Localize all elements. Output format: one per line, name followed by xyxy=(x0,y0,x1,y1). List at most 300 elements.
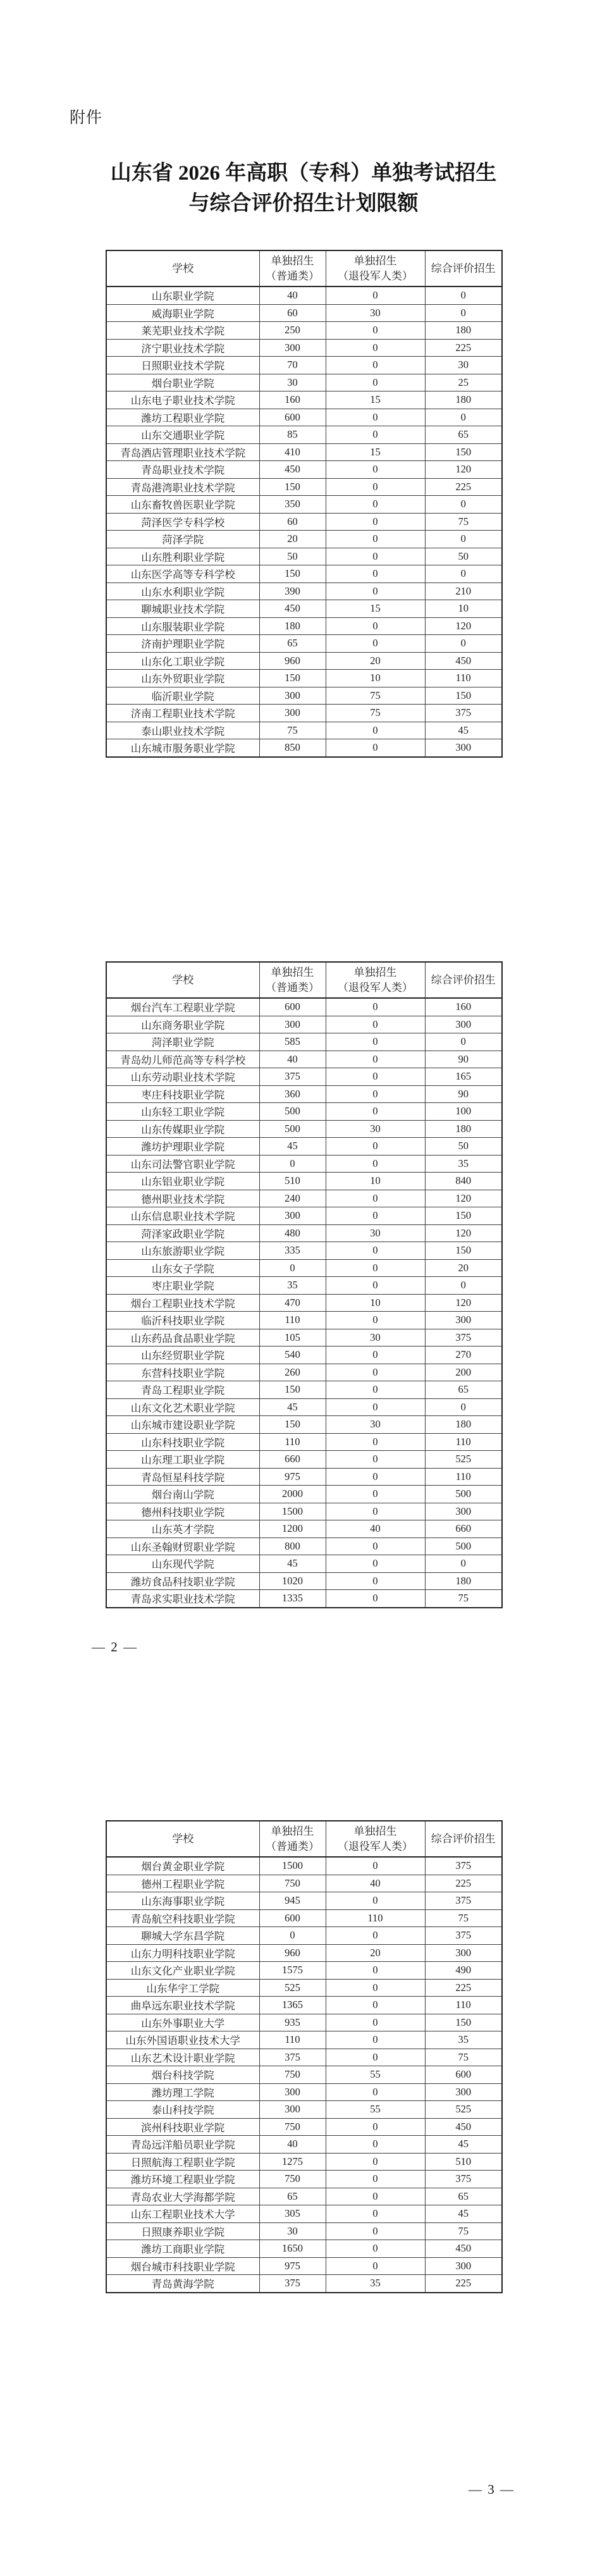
plan-value-cell: 450 xyxy=(259,461,326,479)
plan-value-cell: 0 xyxy=(326,1979,425,1997)
table-row xyxy=(106,2136,502,2154)
plan-value-cell: 150 xyxy=(259,478,326,496)
table-row xyxy=(106,1538,502,1555)
school-name-cell: 山东轻工职业学院 xyxy=(106,1103,259,1121)
table-row xyxy=(106,1068,502,1086)
plan-value-cell: 180 xyxy=(425,391,502,409)
school-name-cell: 莱芜职业技术学院 xyxy=(106,322,259,340)
plan-value-cell: 110 xyxy=(259,1312,326,1329)
enrollment-table-page3 xyxy=(106,1820,503,2293)
school-name-cell: 日照航海工程职业学院 xyxy=(106,2153,259,2171)
plan-value-cell: 30 xyxy=(259,2222,326,2240)
table-row xyxy=(106,548,502,565)
plan-value-cell: 1500 xyxy=(259,1857,326,1875)
header-separate-veteran-line1: 单独招生 xyxy=(353,254,397,267)
header-separate-general xyxy=(259,250,326,287)
plan-value-cell: 0 xyxy=(425,496,502,514)
school-name-cell: 烟台职业学院 xyxy=(106,374,259,391)
plan-value-cell: 100 xyxy=(425,1103,502,1121)
school-name-cell: 烟台汽车工程职业学院 xyxy=(106,998,259,1016)
plan-value-cell: 90 xyxy=(425,1051,502,1068)
plan-value-cell: 150 xyxy=(425,687,502,705)
header-separate-veteran xyxy=(326,1821,425,1857)
plan-value-cell: 0 xyxy=(326,1433,425,1451)
plan-value-cell: 10 xyxy=(326,1173,425,1190)
school-name-cell: 青岛酒店管理职业技术学院 xyxy=(106,443,259,461)
header-separate-veteran-line1: 单独招生 xyxy=(353,1825,397,1837)
plan-value-cell: 110 xyxy=(326,1909,425,1927)
plan-value-cell: 55 xyxy=(326,2101,425,2119)
plan-value-cell: 375 xyxy=(425,1857,502,1875)
plan-value-cell: 110 xyxy=(425,1468,502,1486)
table-row xyxy=(106,998,502,1016)
plan-value-cell: 15 xyxy=(326,443,425,461)
plan-value-cell: 0 xyxy=(326,2257,425,2275)
plan-value-cell: 470 xyxy=(259,1294,326,1312)
table-row xyxy=(106,1433,502,1451)
plan-value-cell: 0 xyxy=(326,617,425,635)
plan-value-cell: 375 xyxy=(259,1068,326,1086)
header-comprehensive: 综合评价招生 xyxy=(425,250,502,287)
table-row xyxy=(106,1103,502,1121)
table-row xyxy=(106,496,502,514)
plan-value-cell: 0 xyxy=(326,1555,425,1573)
plan-value-cell: 75 xyxy=(425,513,502,531)
plan-value-cell: 1275 xyxy=(259,2153,326,2171)
plan-value-cell: 40 xyxy=(326,1875,425,1892)
plan-value-cell: 490 xyxy=(425,1962,502,1980)
header-school: 学校 xyxy=(106,962,259,998)
plan-value-cell: 35 xyxy=(259,1277,326,1295)
plan-value-cell: 0 xyxy=(326,1207,425,1225)
plan-value-cell: 210 xyxy=(425,582,502,600)
plan-value-cell: 945 xyxy=(259,1892,326,1910)
plan-value-cell: 0 xyxy=(326,2083,425,2101)
table-row xyxy=(106,600,502,618)
plan-value-cell: 0 xyxy=(326,548,425,565)
plan-value-cell: 20 xyxy=(425,1259,502,1277)
school-name-cell: 潍坊工程职业学院 xyxy=(106,409,259,426)
header-separate-veteran xyxy=(326,962,425,998)
plan-value-cell: 0 xyxy=(326,1312,425,1329)
plan-value-cell: 660 xyxy=(259,1451,326,1469)
header-separate-veteran-line2: （退役军人类） xyxy=(338,269,413,282)
school-name-cell: 德州科技职业学院 xyxy=(106,1503,259,1520)
school-name-cell: 山东服装职业学院 xyxy=(106,617,259,635)
plan-value-cell: 480 xyxy=(259,1224,326,1242)
header-separate-general-line2: （普通类） xyxy=(266,981,319,994)
plan-value-cell: 110 xyxy=(425,1433,502,1451)
plan-value-cell: 0 xyxy=(326,1068,425,1086)
plan-value-cell: 160 xyxy=(425,998,502,1016)
plan-value-cell: 45 xyxy=(259,1398,326,1416)
document-title-line2: 与综合评价招生计划限额 xyxy=(188,192,419,215)
plan-value-cell: 0 xyxy=(326,1103,425,1121)
plan-value-cell: 30 xyxy=(326,1329,425,1347)
table-row xyxy=(106,287,502,304)
plan-value-cell: 1500 xyxy=(259,1503,326,1520)
plan-value-cell: 0 xyxy=(326,2205,425,2223)
plan-value-cell: 960 xyxy=(259,1944,326,1962)
plan-value-cell: 300 xyxy=(259,1016,326,1033)
table-row xyxy=(106,1085,502,1103)
table-row xyxy=(106,2031,502,2049)
plan-value-cell: 850 xyxy=(259,739,326,757)
plan-value-cell: 30 xyxy=(425,357,502,374)
plan-value-cell: 150 xyxy=(425,1207,502,1225)
header-school: 学校 xyxy=(106,1821,259,1857)
plan-value-cell: 750 xyxy=(259,2066,326,2084)
school-name-cell: 东营科技职业学院 xyxy=(106,1364,259,1381)
plan-value-cell: 70 xyxy=(259,357,326,374)
school-name-cell: 山东城市服务职业学院 xyxy=(106,739,259,757)
school-name-cell: 青岛职业技术学院 xyxy=(106,461,259,479)
plan-value-cell: 0 xyxy=(326,739,425,757)
plan-value-cell: 120 xyxy=(425,461,502,479)
plan-value-cell: 15 xyxy=(326,600,425,618)
plan-value-cell: 10 xyxy=(326,670,425,687)
table-row xyxy=(106,1224,502,1242)
school-name-cell: 青岛恒星科技学院 xyxy=(106,1468,259,1486)
plan-value-cell: 65 xyxy=(425,426,502,444)
plan-value-cell: 10 xyxy=(326,1294,425,1312)
header-separate-veteran xyxy=(326,250,425,287)
school-name-cell: 山东现代学院 xyxy=(106,1555,259,1573)
plan-value-cell: 500 xyxy=(425,1486,502,1503)
plan-value-cell: 585 xyxy=(259,1033,326,1051)
plan-value-cell: 500 xyxy=(425,1538,502,1555)
plan-value-cell: 0 xyxy=(425,1033,502,1051)
plan-value-cell: 0 xyxy=(425,1277,502,1295)
school-name-cell: 山东外贸职业学院 xyxy=(106,670,259,687)
plan-value-cell: 0 xyxy=(425,635,502,653)
plan-value-cell: 600 xyxy=(425,2066,502,2084)
document-title xyxy=(0,158,607,219)
plan-value-cell: 20 xyxy=(326,652,425,670)
table-body xyxy=(106,998,502,1608)
plan-value-cell: 300 xyxy=(425,1503,502,1520)
plan-value-cell: 0 xyxy=(326,409,425,426)
plan-value-cell: 110 xyxy=(425,670,502,687)
table-row xyxy=(106,1590,502,1608)
table-row xyxy=(106,426,502,444)
plan-value-cell: 150 xyxy=(259,1381,326,1399)
enrollment-table-page2 xyxy=(106,961,503,1608)
school-name-cell: 山东英才学院 xyxy=(106,1520,259,1538)
plan-value-cell: 0 xyxy=(326,1962,425,1980)
plan-value-cell: 300 xyxy=(259,2083,326,2101)
school-name-cell: 日照职业技术学院 xyxy=(106,357,259,374)
table-row xyxy=(106,2171,502,2188)
plan-value-cell: 500 xyxy=(259,1103,326,1121)
plan-value-cell: 0 xyxy=(326,1538,425,1555)
plan-value-cell: 305 xyxy=(259,2205,326,2223)
plan-value-cell: 0 xyxy=(326,1451,425,1469)
plan-value-cell: 300 xyxy=(259,705,326,722)
plan-value-cell: 65 xyxy=(425,1381,502,1399)
school-name-cell: 山东女子学院 xyxy=(106,1259,259,1277)
table-row xyxy=(106,1120,502,1138)
table-row xyxy=(106,2153,502,2171)
plan-value-cell: 0 xyxy=(326,2014,425,2031)
plan-value-cell: 65 xyxy=(259,635,326,653)
plan-value-cell: 30 xyxy=(326,1120,425,1138)
plan-value-cell: 375 xyxy=(425,2171,502,2188)
plan-value-cell: 375 xyxy=(425,705,502,722)
plan-value-cell: 800 xyxy=(259,1538,326,1555)
school-name-cell: 滨州科技职业学院 xyxy=(106,2118,259,2136)
plan-value-cell: 960 xyxy=(259,652,326,670)
plan-value-cell: 75 xyxy=(326,705,425,722)
plan-value-cell: 0 xyxy=(326,2222,425,2240)
plan-value-cell: 840 xyxy=(425,1173,502,1190)
plan-value-cell: 0 xyxy=(326,1503,425,1520)
plan-value-cell: 0 xyxy=(326,2171,425,2188)
plan-value-cell: 0 xyxy=(425,409,502,426)
table-row xyxy=(106,374,502,391)
table-row xyxy=(106,1875,502,1892)
school-name-cell: 山东化工职业学院 xyxy=(106,652,259,670)
plan-value-cell: 0 xyxy=(326,1138,425,1156)
plan-value-cell: 335 xyxy=(259,1242,326,1260)
page-number-3: — 3 — xyxy=(469,2482,515,2497)
plan-value-cell: 450 xyxy=(259,600,326,618)
table-row xyxy=(106,1190,502,1207)
plan-value-cell: 85 xyxy=(259,426,326,444)
plan-value-cell: 35 xyxy=(425,1155,502,1173)
plan-value-cell: 120 xyxy=(425,617,502,635)
plan-value-cell: 40 xyxy=(259,2136,326,2154)
plan-value-cell: 0 xyxy=(259,1927,326,1945)
plan-value-cell: 0 xyxy=(326,1381,425,1399)
school-name-cell: 山东工程职业技术大学 xyxy=(106,2205,259,2223)
plan-value-cell: 935 xyxy=(259,2014,326,2031)
plan-value-cell: 0 xyxy=(326,2049,425,2066)
plan-value-cell: 300 xyxy=(425,1944,502,1962)
plan-value-cell: 30 xyxy=(326,1416,425,1434)
table-row xyxy=(106,2118,502,2136)
plan-value-cell: 45 xyxy=(425,2205,502,2223)
table-row xyxy=(106,391,502,409)
school-name-cell: 潍坊工商职业学院 xyxy=(106,2240,259,2258)
school-name-cell: 烟台南山学院 xyxy=(106,1486,259,1503)
school-name-cell: 山东文化产业职业学院 xyxy=(106,1962,259,1980)
plan-value-cell: 65 xyxy=(259,2188,326,2205)
plan-value-cell: 150 xyxy=(425,1242,502,1260)
plan-value-cell: 0 xyxy=(326,478,425,496)
header-separate-veteran-line2: （退役军人类） xyxy=(338,1840,413,1852)
table-row xyxy=(106,1033,502,1051)
school-name-cell: 菏泽职业学院 xyxy=(106,1033,259,1051)
plan-value-cell: 200 xyxy=(425,1364,502,1381)
table-row xyxy=(106,478,502,496)
plan-value-cell: 750 xyxy=(259,2171,326,2188)
table-row xyxy=(106,1416,502,1434)
plan-value-cell: 0 xyxy=(326,582,425,600)
plan-value-cell: 0 xyxy=(326,1927,425,1945)
plan-value-cell: 375 xyxy=(425,1892,502,1910)
plan-value-cell: 360 xyxy=(259,1085,326,1103)
table-row xyxy=(106,1909,502,1927)
plan-value-cell: 350 xyxy=(259,496,326,514)
plan-value-cell: 60 xyxy=(259,304,326,322)
plan-value-cell: 0 xyxy=(326,1033,425,1051)
plan-value-cell: 0 xyxy=(326,1364,425,1381)
school-name-cell: 山东劳动职业技术学院 xyxy=(106,1068,259,1086)
school-name-cell: 烟台工程职业技术学院 xyxy=(106,1294,259,1312)
school-name-cell: 泰山科技学院 xyxy=(106,2101,259,2119)
plan-value-cell: 0 xyxy=(326,1051,425,1068)
plan-value-cell: 1650 xyxy=(259,2240,326,2258)
school-name-cell: 威海职业学院 xyxy=(106,304,259,322)
plan-value-cell: 0 xyxy=(326,1486,425,1503)
table-row xyxy=(106,339,502,357)
table-row xyxy=(106,1962,502,1980)
school-name-cell: 日照康养职业学院 xyxy=(106,2222,259,2240)
plan-value-cell: 55 xyxy=(326,2066,425,2084)
school-name-cell: 泰山职业技术学院 xyxy=(106,722,259,739)
plan-value-cell: 0 xyxy=(326,1085,425,1103)
plan-value-cell: 540 xyxy=(259,1347,326,1364)
plan-value-cell: 180 xyxy=(425,1416,502,1434)
plan-value-cell: 45 xyxy=(425,722,502,739)
header-separate-general xyxy=(259,962,326,998)
table-header xyxy=(106,1821,502,1857)
plan-value-cell: 180 xyxy=(425,1572,502,1590)
plan-value-cell: 525 xyxy=(425,2101,502,2119)
table-row xyxy=(106,1381,502,1399)
plan-value-cell: 0 xyxy=(326,426,425,444)
table-row xyxy=(106,1312,502,1329)
plan-value-cell: 225 xyxy=(425,2275,502,2293)
school-name-cell: 山东经贸职业学院 xyxy=(106,1347,259,1364)
school-name-cell: 山东旅游职业学院 xyxy=(106,1242,259,1260)
plan-value-cell: 225 xyxy=(425,478,502,496)
plan-value-cell: 225 xyxy=(425,339,502,357)
school-name-cell: 山东医学高等专科学校 xyxy=(106,565,259,583)
plan-value-cell: 0 xyxy=(326,287,425,304)
plan-value-cell: 50 xyxy=(425,548,502,565)
plan-value-cell: 0 xyxy=(326,496,425,514)
school-name-cell: 临沂科技职业学院 xyxy=(106,1312,259,1329)
table-row xyxy=(106,617,502,635)
header-separate-general-line1: 单独招生 xyxy=(271,966,314,978)
plan-value-cell: 300 xyxy=(425,1016,502,1033)
table-row xyxy=(106,409,502,426)
plan-value-cell: 105 xyxy=(259,1329,326,1347)
plan-value-cell: 525 xyxy=(259,1979,326,1997)
plan-value-cell: 45 xyxy=(425,2136,502,2154)
plan-value-cell: 0 xyxy=(326,1468,425,1486)
school-name-cell: 山东电子职业技术学院 xyxy=(106,391,259,409)
school-name-cell: 青岛航空科技职业学院 xyxy=(106,1909,259,1927)
table-row xyxy=(106,1892,502,1910)
header-separate-general xyxy=(259,1821,326,1857)
header-separate-veteran-line1: 单独招生 xyxy=(353,966,397,978)
plan-value-cell: 390 xyxy=(259,582,326,600)
plan-value-cell: 0 xyxy=(326,357,425,374)
plan-value-cell: 450 xyxy=(425,652,502,670)
plan-value-cell: 50 xyxy=(259,548,326,565)
plan-value-cell: 0 xyxy=(259,1259,326,1277)
school-name-cell: 德州职业技术学院 xyxy=(106,1190,259,1207)
plan-value-cell: 150 xyxy=(425,443,502,461)
plan-value-cell: 0 xyxy=(326,531,425,548)
plan-value-cell: 500 xyxy=(259,1120,326,1138)
table-row xyxy=(106,687,502,705)
header-comprehensive: 综合评价招生 xyxy=(425,962,502,998)
plan-value-cell: 150 xyxy=(259,670,326,687)
plan-value-cell: 0 xyxy=(326,322,425,340)
school-name-cell: 潍坊环境工程职业学院 xyxy=(106,2171,259,2188)
table-row xyxy=(106,670,502,687)
plan-value-cell: 300 xyxy=(259,2101,326,2119)
plan-value-cell: 750 xyxy=(259,1875,326,1892)
plan-value-cell: 0 xyxy=(326,1259,425,1277)
plan-value-cell: 225 xyxy=(425,1875,502,1892)
school-name-cell: 山东科技职业学院 xyxy=(106,1433,259,1451)
plan-value-cell: 90 xyxy=(425,1085,502,1103)
table-row xyxy=(106,635,502,653)
school-name-cell: 菏泽学院 xyxy=(106,531,259,548)
table-body xyxy=(106,287,502,757)
plan-value-cell: 0 xyxy=(326,2136,425,2154)
plan-value-cell: 0 xyxy=(425,304,502,322)
table-row xyxy=(106,2205,502,2223)
table-row xyxy=(106,582,502,600)
table-row xyxy=(106,1857,502,1875)
header-separate-general-line2: （普通类） xyxy=(266,1840,319,1852)
table-row xyxy=(106,2049,502,2066)
plan-value-cell: 1575 xyxy=(259,1962,326,1980)
plan-value-cell: 0 xyxy=(326,374,425,391)
plan-value-cell: 270 xyxy=(425,1347,502,1364)
plan-value-cell: 40 xyxy=(259,1051,326,1068)
plan-value-cell: 120 xyxy=(425,1190,502,1207)
plan-value-cell: 0 xyxy=(326,998,425,1016)
school-name-cell: 聊城职业技术学院 xyxy=(106,600,259,618)
plan-value-cell: 0 xyxy=(326,1572,425,1590)
table-row xyxy=(106,1051,502,1068)
table-row xyxy=(106,2275,502,2293)
plan-value-cell: 600 xyxy=(259,998,326,1016)
plan-value-cell: 375 xyxy=(259,2049,326,2066)
table-row xyxy=(106,357,502,374)
table-row xyxy=(106,2188,502,2205)
school-name-cell: 山东理工职业学院 xyxy=(106,1451,259,1469)
plan-value-cell: 600 xyxy=(259,1909,326,1927)
plan-value-cell: 180 xyxy=(259,617,326,635)
plan-value-cell: 0 xyxy=(326,1190,425,1207)
plan-value-cell: 375 xyxy=(425,1927,502,1945)
school-name-cell: 山东华宇工学院 xyxy=(106,1979,259,1997)
plan-value-cell: 300 xyxy=(259,339,326,357)
header-comprehensive: 综合评价招生 xyxy=(425,1821,502,1857)
plan-value-cell: 75 xyxy=(425,1590,502,1608)
table-row xyxy=(106,1294,502,1312)
plan-value-cell: 975 xyxy=(259,1468,326,1486)
plan-value-cell: 300 xyxy=(425,2083,502,2101)
school-name-cell: 青岛港湾职业技术学院 xyxy=(106,478,259,496)
plan-value-cell: 750 xyxy=(259,2118,326,2136)
school-name-cell: 烟台科技学院 xyxy=(106,2066,259,2084)
school-name-cell: 枣庄职业学院 xyxy=(106,1277,259,1295)
plan-value-cell: 75 xyxy=(326,687,425,705)
page-number-2: — 2 — xyxy=(92,1639,138,1655)
school-name-cell: 潍坊护理职业学院 xyxy=(106,1138,259,1156)
table-row xyxy=(106,1155,502,1173)
school-name-cell: 青岛求实职业技术学院 xyxy=(106,1590,259,1608)
